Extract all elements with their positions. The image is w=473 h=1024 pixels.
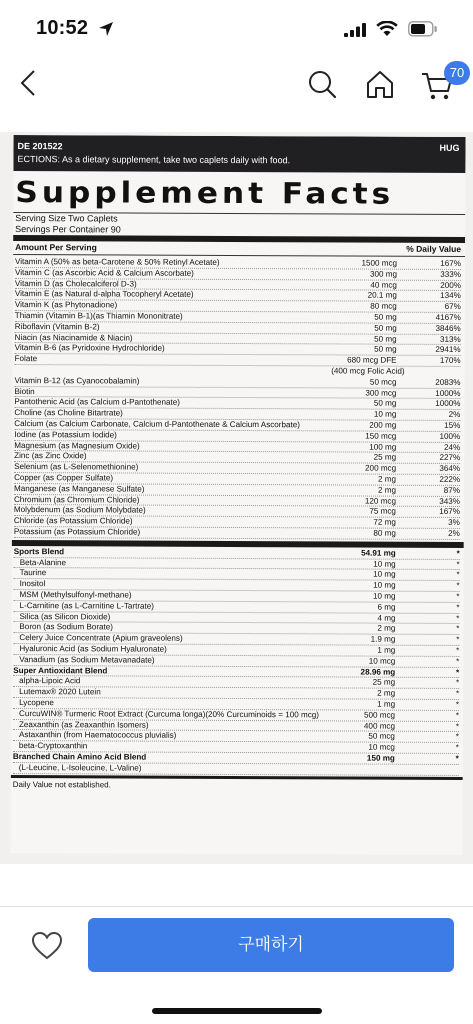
- ingredient-name: Celery Juice Concentrate (Apium graveolens): [19, 633, 183, 643]
- battery-icon: [408, 21, 438, 37]
- amount: 500 mcg: [363, 710, 396, 720]
- amount: (400 mcg Folic Acid): [331, 366, 405, 376]
- amount: 400 mcg: [363, 721, 396, 731]
- amount: 28.96 mg: [360, 667, 396, 677]
- ingredient-name: Inositol: [19, 579, 46, 589]
- amount: 150 mg: [366, 753, 395, 763]
- home-indicator: [152, 1008, 322, 1014]
- supplement-facts-title: Supplement Facts: [15, 175, 395, 211]
- amount: 10 mg: [373, 409, 397, 419]
- daily-value: *: [456, 624, 460, 634]
- daily-value: 167%: [439, 507, 460, 517]
- directions-text: ECTIONS: As a dietary supplement, take two caplets daily with food.: [17, 154, 291, 166]
- daily-value: 170%: [439, 356, 461, 366]
- daily-value: 1000%: [435, 399, 461, 409]
- daily-value: 227%: [439, 453, 461, 463]
- daily-value: 4167%: [435, 312, 461, 322]
- bottom-rule: [11, 775, 463, 780]
- amount: 75 mcg: [369, 506, 396, 517]
- status-bar: [0, 0, 473, 54]
- amount: 50 mg: [374, 323, 397, 333]
- ingredient-name: Boron (as Sodium Borate): [19, 622, 114, 632]
- ingredient-name: Iodine (as Potassium Iodide): [14, 429, 117, 440]
- amount: 1 mg: [377, 699, 396, 709]
- ingredient-name: Super Antioxidant Blend: [13, 665, 108, 676]
- daily-value: 100%: [439, 431, 461, 441]
- location-arrow-icon: [98, 21, 114, 37]
- amount: 680 mcg DFE: [347, 355, 397, 365]
- daily-value: *: [456, 570, 460, 580]
- amount: 50 mg: [374, 312, 397, 322]
- back-arrow-icon[interactable]: [16, 68, 42, 98]
- ingredient-name: Biotin: [14, 386, 35, 396]
- ingredient-name: Astaxanthin (from Haematococcus pluvialis): [18, 730, 177, 741]
- daily-value: 2941%: [435, 345, 461, 355]
- ingredient-name: Beta-Alanine: [19, 557, 67, 567]
- ingredient-name: Zeaxanthin (as Zeaxanthin Isomers): [18, 719, 149, 730]
- cart-count-badge: 70: [444, 61, 470, 85]
- lot-right-text: HUG: [439, 142, 460, 153]
- daily-value: 15%: [444, 420, 461, 430]
- daily-value: 364%: [439, 464, 461, 474]
- ingredient-name: alpha-Lipoic Acid: [19, 676, 81, 686]
- ingredient-name: Vitamin A (50% as beta-Carotene & 50% Retinyl Acetate): [14, 257, 220, 267]
- ingredient-name: Vitamin C (as Ascorbic Acid & Calcium Ascorbate): [14, 267, 194, 278]
- amount: 2 mg: [378, 474, 397, 484]
- ingredient-name: Potassium (as Potassium Chloride): [13, 527, 141, 537]
- ingredient-name: Sports Blend: [13, 546, 65, 557]
- amount: 10 mg: [373, 559, 396, 569]
- amount: 80 mg: [373, 528, 396, 538]
- daily-value: *: [456, 591, 460, 601]
- daily-value: 200%: [440, 280, 461, 290]
- daily-value: 3846%: [435, 323, 461, 333]
- buy-button[interactable]: 구매하기: [88, 918, 454, 972]
- daily-value: *: [456, 667, 460, 677]
- ingredient-name: Niacin (as Niacinamide & Niacin): [14, 332, 133, 343]
- ingredient-name: Folate: [14, 354, 38, 364]
- wifi-icon: [376, 21, 398, 37]
- daily-value: 333%: [440, 269, 461, 279]
- amount: 25 mg: [372, 677, 396, 688]
- amount: 200 mg: [369, 420, 397, 430]
- ingredient-name: Manganese (as Manganese Sulfate): [14, 483, 145, 494]
- amount: 72 mg: [373, 517, 396, 527]
- nutrient-row: [14, 527, 460, 540]
- ingredient-name: Hyaluronic Acid (as Sodium Hyaluronate): [19, 644, 167, 654]
- daily-value: *: [456, 559, 460, 569]
- ingredient-name: L-Carnitine (as L-Carnitine L-Tartrate): [19, 600, 155, 611]
- amount: 2 mg: [378, 485, 397, 495]
- ingredient-name: Thiamin (Vitamin B-1)(as Thiamin Mononitrate): [14, 311, 183, 321]
- ingredient-name: Vitamin E (as Natural d-alpha Tocopheryl Acetate): [14, 289, 194, 300]
- ingredient-name: Pantothenic Acid (as Calcium d-Pantothenate): [14, 397, 181, 408]
- daily-value: *: [455, 743, 459, 753]
- amount: 50 mg: [374, 344, 397, 355]
- amount: 200 mcg: [365, 463, 397, 473]
- daily-value: *: [455, 699, 460, 709]
- servings-per-container: Servings Per Container 90: [15, 224, 121, 235]
- daily-value: *: [456, 548, 460, 558]
- home-icon[interactable]: [364, 68, 396, 100]
- search-icon[interactable]: [306, 68, 338, 100]
- daily-value: *: [455, 689, 460, 699]
- ingredient-name: Chloride (as Potassium Chloride): [13, 516, 133, 526]
- daily-value: *: [456, 635, 460, 645]
- cellular-signal-icon: [344, 23, 368, 37]
- daily-value: 3%: [448, 518, 460, 528]
- amount: 6 mg: [377, 602, 396, 612]
- daily-value: *: [456, 656, 460, 666]
- daily-value: 67%: [444, 302, 461, 312]
- daily-value: 1000%: [435, 388, 461, 398]
- daily-value: 313%: [439, 334, 461, 344]
- amount: 10 mg: [373, 569, 396, 580]
- daily-value: *: [455, 732, 459, 742]
- daily-value: *: [455, 710, 460, 720]
- daily-value: 2083%: [435, 377, 461, 387]
- amount: 10 mg: [373, 591, 396, 601]
- amount: 1 mg: [377, 645, 396, 655]
- daily-value: 2%: [448, 528, 460, 538]
- amount: 10 mcg: [368, 742, 395, 752]
- daily-value: *: [456, 613, 460, 623]
- amount: 25 mg: [373, 452, 397, 463]
- amount: 2 mg: [377, 624, 396, 634]
- amount: 50 mg: [373, 398, 397, 409]
- ingredient-name: Vitamin B-6 (as Pyridoxine Hydrochloride): [14, 343, 165, 354]
- serving-size: Serving Size Two Caplets: [15, 213, 118, 224]
- amount: 80 mcg: [370, 301, 397, 311]
- ingredient-name: MSM (Methylsulfonyl-methane): [19, 590, 132, 600]
- header-daily-value: % Daily Value: [406, 243, 462, 254]
- footnote: Daily Value not established.: [12, 779, 111, 790]
- daily-value: *: [456, 645, 460, 655]
- amount: 50 mg: [374, 334, 397, 344]
- product-image[interactable]: [0, 132, 473, 864]
- daily-value: 134%: [440, 291, 461, 301]
- ingredient-name: Selenium (as L-Selenomethionine): [14, 462, 139, 472]
- daily-value: 87%: [443, 485, 461, 495]
- ingredient-name: Calcium (as Calcium Carbonate, Calcium d-Pantothenate & Calcium Ascorbate): [14, 419, 300, 430]
- nav-bar: [0, 58, 473, 108]
- ingredient-name: Lutemax® 2020 Lutein: [19, 687, 101, 697]
- ingredient-name: Riboflavin (Vitamin B-2): [14, 321, 100, 332]
- ingredient-name: Chromium (as Chromium Chloride): [13, 494, 140, 505]
- daily-value: 343%: [439, 496, 460, 506]
- status-time: 10:52: [36, 17, 89, 39]
- amount: 10 mg: [373, 580, 396, 590]
- daily-value: *: [456, 678, 460, 688]
- amount: 300 mg: [369, 269, 397, 279]
- amount: 300 mcg: [365, 388, 397, 398]
- heart-icon[interactable]: [30, 929, 64, 963]
- amount: 120 mcg: [364, 496, 396, 506]
- ingredient-name: Copper (as Copper Sulfate): [14, 473, 114, 483]
- amount: 150 mcg: [365, 431, 397, 441]
- ingredient-name: Choline (as Choline Bitartrate): [14, 408, 123, 418]
- amount: 20.1 mg: [367, 290, 397, 301]
- daily-value: *: [456, 581, 460, 591]
- ingredient-name: CurcuWIN® Turmeric Root Extract (Curcuma longa)(20% Curcuminoids = 100 mcg): [19, 708, 319, 720]
- header-amount-per-serving: Amount Per Serving: [15, 242, 97, 253]
- daily-value: 24%: [443, 442, 461, 452]
- amount: 1.9 mg: [370, 634, 396, 644]
- amount: 40 mcg: [370, 280, 397, 290]
- blend-row: [13, 763, 459, 776]
- ingredient-name: Magnesium (as Magnesium Oxide): [14, 440, 140, 451]
- amount: 4 mg: [377, 613, 396, 623]
- lot-number: DE 201522: [17, 141, 63, 152]
- daily-value: 222%: [439, 474, 461, 484]
- amount: 10 mcg: [368, 656, 396, 666]
- amount: 2 mg: [377, 688, 396, 698]
- amount: 50 mcg: [368, 731, 395, 742]
- daily-value: 167%: [440, 258, 462, 268]
- daily-value: *: [456, 602, 460, 612]
- label-top-band: [13, 135, 465, 173]
- ingredient-name: Molybdenum (as Sodium Molybdate): [13, 505, 146, 515]
- daily-value: *: [455, 721, 460, 731]
- amount: 100 mg: [369, 442, 397, 452]
- ingredient-name: beta-Cryptoxanthin: [18, 741, 88, 751]
- amount: 54.91 mg: [361, 548, 396, 558]
- ingredient-name: Vitamin K (as Phytonadione): [14, 300, 118, 310]
- supplement-facts-label: [10, 135, 465, 855]
- ingredient-name: Branched Chain Amino Acid Blend: [12, 752, 147, 762]
- ingredient-name: Vitamin B-12 (as Cyanocobalamin): [14, 375, 140, 386]
- daily-value: 2%: [448, 410, 461, 420]
- ingredient-name: Vanadium (as Sodium Metavanadate): [19, 654, 155, 665]
- ingredient-name: Silica (as Silicon Dioxide): [19, 611, 111, 622]
- ingredient-name: Lycopene: [19, 698, 54, 708]
- bottom-divider: [0, 906, 473, 907]
- ingredient-name: Zinc (as Zinc Oxide): [14, 451, 87, 461]
- amount: 1500 mcg: [361, 258, 398, 268]
- ingredient-name: Vitamin D (as Cholecalciferol D-3): [14, 278, 137, 289]
- ingredient-name: (L-Leucine, L-Isoleucine, L-Valine): [18, 762, 142, 773]
- ingredient-name: Taurine: [19, 568, 47, 578]
- amount: 50 mcg: [369, 377, 397, 387]
- daily-value: *: [455, 753, 459, 763]
